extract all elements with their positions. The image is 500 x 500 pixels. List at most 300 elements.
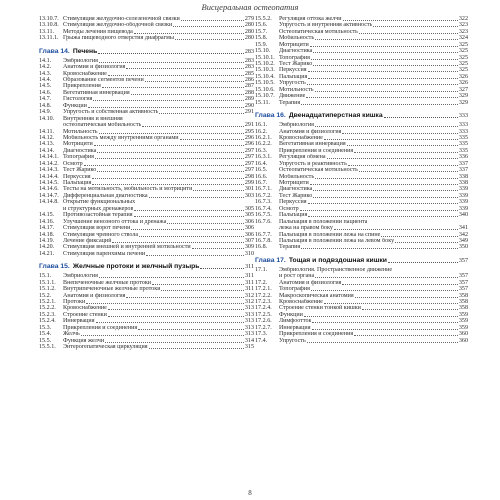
leader-dots: [152, 284, 244, 285]
entry-title: Прикрепления и соединения: [279, 147, 354, 154]
entry-title: Стимуляция желудочно-селезеночной связки: [63, 15, 180, 22]
entry-number: 14.14.: [39, 147, 55, 154]
page-ref: 297: [244, 167, 254, 174]
entry-title: Строение стенки: [63, 311, 107, 318]
entry-title: и рост органа: [279, 273, 315, 280]
entry-title: Грыжа пищеводного отверстия диафрагмы: [63, 35, 174, 42]
leader-dots: [301, 104, 458, 105]
page-ref: 280: [244, 22, 254, 29]
entry-title: Эмбриология: [63, 273, 98, 280]
entry-number: 16.7.2.: [255, 192, 272, 199]
leader-dots: [84, 165, 244, 166]
page-ref: 306: [244, 231, 254, 238]
toc-chapter-heading: [255, 111, 468, 120]
entry-title: Пальпация: [279, 212, 308, 219]
entry-number: 14.6.: [39, 89, 52, 96]
entry-title: Методы лечения пищевода: [63, 28, 133, 35]
page-ref: 313: [244, 311, 254, 318]
entry-number: 15.10.6.: [255, 86, 275, 93]
leader-dots: [342, 133, 457, 134]
entry-number: 15.11.: [255, 99, 271, 106]
leader-dots: [167, 223, 244, 224]
entry-title: Остеопатическая мотильность: [279, 167, 358, 174]
entry-number: 13.10.7.: [39, 15, 59, 22]
entry-number: 14.14.8.: [39, 199, 59, 206]
entry-number: 16.7.: [255, 180, 268, 187]
leader-dots: [134, 210, 244, 211]
leader-dots: [139, 236, 244, 237]
page-ref: 325: [458, 54, 468, 61]
page-ref: 333: [458, 113, 468, 120]
leader-dots: [315, 91, 458, 92]
entry-number: 14.13.: [39, 141, 55, 148]
toc-chapter-heading: [255, 256, 468, 265]
leader-dots: [145, 81, 244, 82]
entry-title: Перкуссия: [279, 67, 307, 74]
page-ref: 338: [458, 173, 468, 180]
entry-number: 17.2.5.: [255, 311, 272, 318]
page-ref: 335: [458, 141, 468, 148]
leader-dots: [395, 242, 458, 243]
leader-dots: [354, 335, 458, 336]
entry-title: Иннервация: [279, 324, 311, 331]
leader-dots: [193, 190, 244, 191]
page-ref: 296: [244, 141, 254, 148]
entry-title: Упругость: [279, 337, 306, 344]
entry-number: 15.8.: [255, 35, 268, 42]
leader-dots: [131, 229, 243, 230]
entry-title: Осмотр: [63, 160, 83, 167]
entry-number: 13.11.: [39, 28, 55, 35]
entry-title: Вегетативная иннервация: [279, 141, 346, 148]
toc-entry: [255, 338, 468, 344]
chapter-label: Глава 14.: [39, 47, 70, 55]
page-ref: 357: [458, 257, 468, 264]
entry-title: Регуляция оттока желчи: [279, 15, 342, 22]
entry-title: Образование сегментов печени: [63, 77, 144, 84]
page-ref: 313: [244, 318, 254, 325]
entry-number: 16.7.8.: [255, 237, 272, 244]
page-ref: 288: [244, 89, 254, 96]
page-ref: 336: [458, 154, 468, 161]
entry-number: 17.4.: [255, 337, 268, 344]
entry-title: Упругость: [279, 80, 306, 87]
page-ref: 306: [244, 218, 254, 225]
entry-number: 14.20.: [39, 244, 55, 251]
entry-number: 15.4.: [39, 331, 52, 338]
entry-number: 15.5.2.: [255, 15, 272, 22]
page-ref: 327: [458, 86, 468, 93]
toc-entry: [255, 244, 468, 250]
leader-dots: [327, 158, 458, 159]
entry-title: Эмбриология: [279, 122, 314, 129]
toc-entry: [39, 35, 254, 41]
leader-dots: [105, 342, 244, 343]
leader-dots: [134, 216, 244, 217]
entry-number: 16.3.: [255, 147, 268, 154]
entry-title: Анатомия и физиология: [63, 292, 126, 299]
entry-number: 16.7.1.: [255, 186, 272, 193]
leader-dots: [315, 126, 458, 127]
page-ref: 297: [244, 147, 254, 154]
leader-dots: [307, 342, 458, 343]
toc-left-column: [39, 16, 254, 351]
entry-number: 15.7.: [255, 28, 268, 35]
entry-number: 14.2.: [39, 64, 52, 71]
entry-number: 15.2.3.: [39, 311, 56, 318]
page-ref: 333: [458, 122, 468, 129]
page-ref: 339: [458, 186, 468, 193]
page-ref: 313: [244, 305, 254, 312]
page-ref: 357: [458, 279, 468, 286]
entry-number: 14.14.2.: [39, 160, 59, 167]
entry-title: остеопатическая мобильность: [63, 122, 142, 129]
entry-number: 15.10.7.: [255, 93, 275, 100]
leader-dots: [96, 322, 244, 323]
page-ref: 325: [458, 67, 468, 74]
leader-dots: [300, 210, 458, 211]
entry-number: 16.7.3.: [255, 199, 272, 206]
entry-title: Анатомия и физиология: [279, 128, 342, 135]
page-ref: 283: [244, 48, 254, 55]
entry-title: Тест Жарико: [63, 167, 97, 174]
page-ref: 298: [244, 173, 254, 180]
page-ref: 309: [244, 244, 254, 251]
page-ref: 339: [458, 205, 468, 212]
entry-title: Внепеченочные желчные протоки: [63, 279, 152, 286]
entry-number: 15.1.2.: [39, 286, 56, 293]
leader-dots: [315, 277, 458, 278]
entry-number: 16.7.7.: [255, 231, 272, 238]
page-ref: 301: [244, 186, 254, 193]
chapter-title: Желчные протоки и желчный пузырь: [72, 263, 200, 271]
leader-dots: [313, 65, 458, 66]
leader-dots: [149, 197, 244, 198]
page-ref: 325: [458, 41, 468, 48]
leader-dots: [97, 171, 244, 172]
leader-dots: [308, 216, 458, 217]
toc-entry: [39, 251, 254, 257]
page-ref: 358: [458, 299, 468, 306]
page-ref: 326: [458, 80, 468, 87]
page-ref: 303: [244, 192, 254, 199]
leader-dots: [307, 84, 458, 85]
entry-number: 17.2.3.: [255, 299, 272, 306]
leader-dots: [94, 145, 244, 146]
leader-dots: [159, 113, 243, 114]
page-ref: 289: [244, 96, 254, 103]
page-ref: 322: [458, 15, 468, 22]
leader-dots: [126, 297, 243, 298]
entry-title: Улучшение венозного оттока и дренажа: [63, 218, 167, 225]
page-ref: 340: [458, 212, 468, 219]
entry-number: 14.14.5.: [39, 180, 59, 187]
entry-title: Пальпация в положении лежа на левом боку: [279, 237, 395, 244]
page-ref: 339: [458, 192, 468, 199]
entry-number: 15.10.1.: [255, 54, 275, 61]
entry-title: Энтерогепатическая циркуляция: [63, 344, 148, 351]
leader-dots: [99, 277, 244, 278]
entry-number: 14.11.: [39, 128, 55, 135]
entry-number: 14.5.: [39, 83, 52, 90]
leader-dots: [98, 53, 244, 54]
entry-number: 14.17.: [39, 225, 55, 232]
entry-title: Кровоснабжение: [63, 305, 107, 312]
entry-title: Макроскопическая анатомия: [279, 292, 354, 299]
entry-title: Терапия: [279, 99, 301, 106]
leader-dots: [312, 329, 458, 330]
leader-dots: [362, 309, 458, 310]
entry-title: Стимуляция чревного ствола: [63, 231, 139, 238]
leader-dots: [310, 184, 458, 185]
entry-title: Стимуляция внешней и внутренней мотильности: [63, 244, 191, 251]
entry-number: 15.5.: [39, 337, 52, 344]
entry-number: 13.10.8.: [39, 22, 59, 29]
page-ref: 341: [458, 225, 468, 232]
entry-number: 16.7.4.: [255, 205, 272, 212]
leader-dots: [92, 184, 244, 185]
entry-number: 14.18.: [39, 231, 55, 238]
page-ref: 335: [458, 147, 468, 154]
leader-dots: [180, 139, 244, 140]
chapter-label: Глава 16.: [255, 112, 286, 120]
leader-dots: [342, 284, 457, 285]
page-ref: 360: [458, 337, 468, 344]
entry-title: Открытие функциональных: [63, 199, 136, 206]
leader-dots: [312, 322, 457, 323]
leader-dots: [306, 97, 458, 98]
entry-number: 15.2.2.: [39, 305, 56, 312]
page-ref: 359: [458, 311, 468, 318]
entry-number: 17.2.4.: [255, 305, 272, 312]
page-ref: 311: [245, 273, 254, 280]
page-ref: 357: [458, 273, 468, 280]
leader-dots: [304, 316, 458, 317]
page-ref: 313: [244, 324, 254, 331]
page-ref: 295: [244, 128, 254, 135]
leader-dots: [308, 203, 458, 204]
leader-dots: [334, 229, 458, 230]
entry-title: Кровоснабжение: [63, 70, 107, 77]
entry-title: Противозастойная терапия: [63, 212, 133, 219]
entry-number: 15.1.: [39, 273, 52, 280]
leader-dots: [373, 26, 457, 27]
entry-title: Желчь: [63, 331, 80, 338]
leader-dots: [347, 145, 458, 146]
entry-number: 15.3.: [39, 324, 52, 331]
page-ref: 313: [244, 331, 254, 338]
entry-title: Мобильность: [279, 35, 315, 42]
entry-number: 15.10.3.: [255, 67, 275, 74]
page-ref: 312: [244, 299, 254, 306]
entry-title: Лечение фиксаций: [63, 237, 112, 244]
entry-number: 14.14.1.: [39, 154, 59, 161]
entry-title: Движение: [279, 93, 306, 100]
entry-number: 13.11.1.: [39, 35, 59, 42]
entry-title: Пальпация в положении пациента: [279, 218, 368, 225]
entry-number: 15.2.1.: [39, 299, 56, 306]
leader-dots: [95, 158, 244, 159]
chapter-title: Тощая и подвздошная кишки: [288, 256, 387, 264]
page-ref: 357: [458, 286, 468, 293]
leader-dots: [354, 152, 458, 153]
toc-chapter-heading: [39, 47, 254, 56]
entry-title: Тест Жарико: [279, 61, 313, 68]
page-ref: 299: [244, 180, 254, 187]
toc-entry: [39, 344, 254, 350]
entry-number: 15.6.: [255, 22, 268, 29]
leader-dots: [310, 46, 458, 47]
leader-dots: [81, 335, 244, 336]
entry-title: Анатомия и физиология: [279, 279, 342, 286]
leader-dots: [126, 68, 243, 69]
leader-dots: [324, 139, 458, 140]
page-ref: 335: [458, 134, 468, 141]
entry-title: Перкуссия: [63, 173, 91, 180]
page-ref: 315: [244, 344, 254, 351]
entry-title: Мотильность: [63, 128, 98, 135]
entry-title: Функции: [279, 311, 303, 318]
entry-title: Тест Жарико: [279, 192, 313, 199]
entry-title: Мобильность: [279, 173, 315, 180]
page-ref: 349: [458, 237, 468, 244]
entry-number: 14.12.: [39, 134, 55, 141]
entry-title: Пальпация: [279, 73, 308, 80]
page-ref: 285: [244, 70, 254, 77]
entry-number: 16.2.1.: [255, 134, 272, 141]
leader-dots: [384, 117, 458, 118]
leader-dots: [388, 262, 458, 263]
page-ref: 291: [244, 122, 254, 129]
leader-dots: [359, 171, 458, 172]
entry-number: 14.15.: [39, 212, 55, 219]
entry-number: 17.1.: [255, 266, 268, 273]
entry-number: 16.3.1.: [255, 154, 272, 161]
page-ref: 297: [244, 154, 254, 161]
entry-title: Диагностика: [63, 147, 97, 154]
entry-number: 15.2.4.: [39, 318, 56, 325]
entry-title: Иннервация: [63, 318, 95, 325]
entry-number: 17.2.6.: [255, 318, 272, 325]
entry-number: 14.10.: [39, 115, 55, 122]
entry-number: 15.2.: [39, 292, 52, 299]
page-ref: 358: [458, 305, 468, 312]
page-ref: 290: [244, 102, 254, 109]
entry-title: Диагностика: [279, 48, 313, 55]
leader-dots: [192, 248, 244, 249]
leader-dots: [112, 242, 243, 243]
entry-title: Диагностика: [279, 186, 313, 193]
leader-dots: [175, 39, 244, 40]
entry-title: Стимуляция паренхимы печени: [63, 250, 146, 257]
page-ref: 310: [244, 250, 254, 257]
leader-dots: [315, 178, 458, 179]
leader-dots: [149, 348, 244, 349]
page-ref: 311: [245, 279, 254, 286]
entry-number: 14.3.: [39, 70, 52, 77]
toc-entry: [255, 100, 468, 106]
page-ref: 342: [458, 231, 468, 238]
entry-title: Пальпация в положении лежа на спине: [279, 231, 381, 238]
leader-dots: [308, 71, 458, 72]
entry-number: 15.5.1.: [39, 344, 56, 351]
entry-number: 14.8.: [39, 102, 52, 109]
page-ref: 283: [244, 57, 254, 64]
entry-number: 15.10.5.: [255, 80, 275, 87]
entry-title: Кровоснабжение: [279, 134, 323, 141]
entry-title: Вегетативная иннервация: [63, 89, 130, 96]
page-ref: 305: [244, 212, 254, 219]
page-ref: 279: [244, 15, 254, 22]
entry-number: 15.1.1.: [39, 279, 56, 286]
page-ref: 325: [458, 48, 468, 55]
page-ref: 311: [245, 264, 254, 271]
entry-title: Стимуляция желудочно-ободочной связки: [63, 22, 173, 29]
leader-dots: [99, 133, 244, 134]
entry-title: Гистология: [63, 96, 93, 103]
leader-dots: [134, 33, 244, 34]
entry-number: 17.2.7.: [255, 324, 272, 331]
chapter-title: Печень: [72, 47, 98, 55]
toc-right-column: [255, 16, 468, 344]
entry-number: 15.10.4.: [255, 73, 275, 80]
leader-dots: [102, 87, 244, 88]
entry-title: Функции: [63, 102, 87, 109]
entry-title: Мотрицити: [279, 41, 309, 48]
entry-number: 15.10.2.: [255, 61, 275, 68]
entry-number: 14.19.: [39, 237, 55, 244]
entry-number: 16.7.5.: [255, 212, 272, 219]
entry-title: Регуляция обмена: [279, 154, 326, 161]
page-ref: 314: [244, 337, 254, 344]
entry-title: Упругость и внутренняя активность: [279, 22, 373, 29]
entry-title: лежа на правом боку: [279, 225, 333, 232]
entry-title: Дифференциальная диагностика: [63, 192, 148, 199]
page-ref: 325: [458, 61, 468, 68]
entry-number: 14.14.6.: [39, 186, 59, 193]
entry-number: 16.8.: [255, 244, 268, 251]
leader-dots: [313, 190, 458, 191]
leader-dots: [161, 290, 244, 291]
page-ref: 338: [458, 180, 468, 187]
entry-number: 16.2.2.: [255, 141, 272, 148]
toc-chapter-heading: [39, 262, 254, 271]
leader-dots: [308, 78, 458, 79]
leader-dots: [108, 316, 244, 317]
page-number: 8: [248, 489, 252, 497]
page-ref: 337: [458, 160, 468, 167]
page-ref: 312: [244, 292, 254, 299]
entry-number: 16.2.: [255, 128, 268, 135]
chapter-label: Глава 15.: [39, 263, 70, 271]
page-ref: 329: [458, 93, 468, 100]
leader-dots: [348, 165, 458, 166]
leader-dots: [131, 94, 244, 95]
page-ref: 297: [244, 160, 254, 167]
page-ref: 337: [458, 167, 468, 174]
page-ref: 280: [244, 28, 254, 35]
entry-title: Протоки: [63, 299, 86, 306]
page-ref: 358: [458, 292, 468, 299]
leader-dots: [92, 178, 244, 179]
entry-title: Перкуссия: [279, 199, 307, 206]
leader-dots: [381, 236, 457, 237]
leader-dots: [97, 152, 244, 153]
entry-number: 17.2.1.: [255, 286, 272, 293]
page-ref: 311: [245, 286, 254, 293]
entry-number: 16.4.: [255, 160, 268, 167]
leader-dots: [311, 59, 458, 60]
